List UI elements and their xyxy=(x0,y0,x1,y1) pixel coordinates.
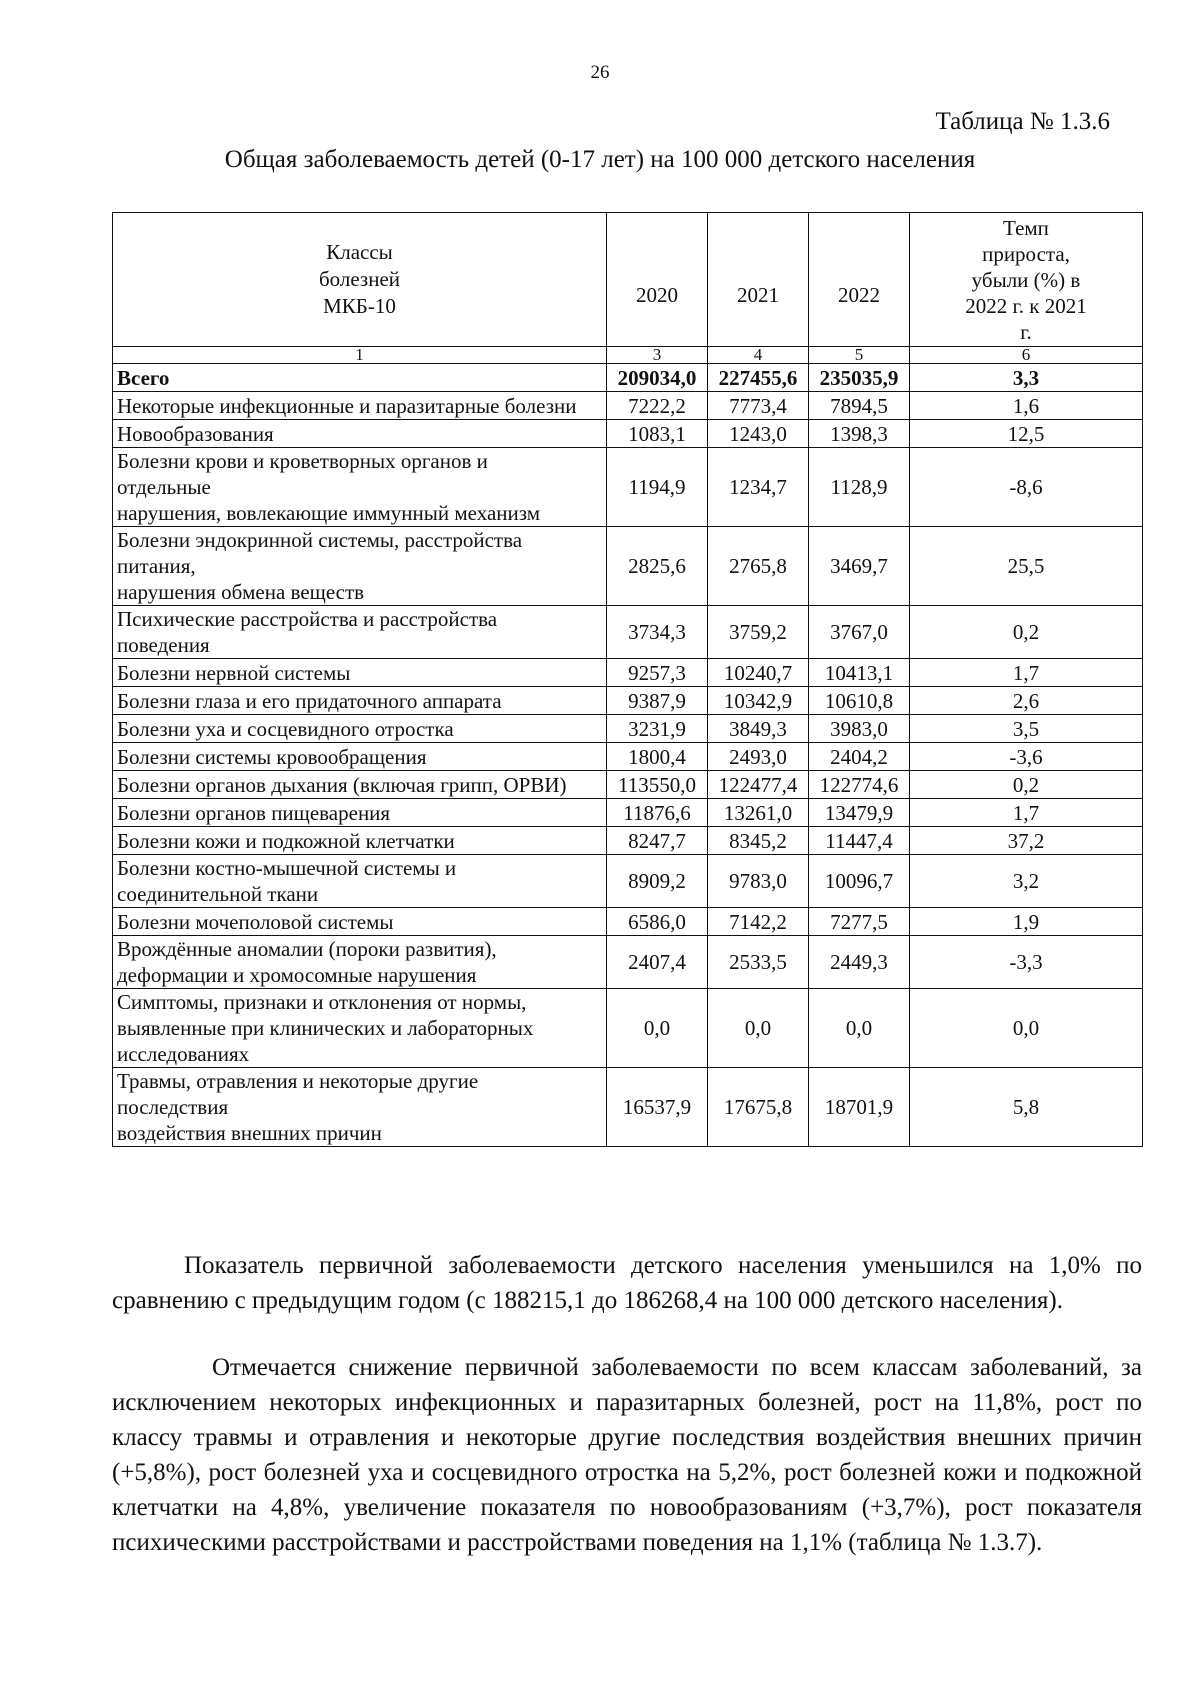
growth-rate: 37,2 xyxy=(910,827,1143,855)
value-2021: 8345,2 xyxy=(708,827,809,855)
value-2020: 3231,9 xyxy=(607,715,708,743)
disease-class-line: Новообразования xyxy=(117,421,274,446)
value-2022: 3983,0 xyxy=(809,715,910,743)
disease-class-name xyxy=(113,392,607,420)
disease-class-line: Всего xyxy=(117,365,170,390)
growth-rate: -3,3 xyxy=(910,936,1143,989)
value-2021: 122477,4 xyxy=(708,771,809,799)
paragraph-decrease-note: Отмечается снижение первичной заболеваемости по всем классам заболеваний, за исключением некоторых инфекционных и паразитарных болезней, рост на 11,8%, рост по классу травмы и отравления и некоторые другие последствия воздействия внешних причин (+5,8%), рост болезней уха и сосцевидного отростка на 5,2%, рост болезней кожи и подкожной клетчатки на 4,8%, увеличение показателя по новообразованиям (+3,7%), рост показателя психическими расстройствами и расстройствами поведения на 1,1% (таблица № 1.3.7). xyxy=(112,1354,1142,1556)
table-row xyxy=(113,799,1143,827)
value-2021: 3759,2 xyxy=(708,606,809,659)
header-line: Темп xyxy=(1003,215,1049,240)
disease-class-line: Некоторые инфекционные и паразитарные болезни xyxy=(117,393,577,418)
value-2021: 2533,5 xyxy=(708,936,809,989)
column-number: 1 xyxy=(113,347,607,364)
value-2020: 1800,4 xyxy=(607,743,708,771)
table-row xyxy=(113,659,1143,687)
value-2020: 0,0 xyxy=(607,989,708,1068)
column-number: 3 xyxy=(607,347,708,364)
value-2020: 1194,9 xyxy=(607,448,708,527)
value-2021: 227455,6 xyxy=(708,364,809,392)
table-row xyxy=(113,687,1143,715)
growth-rate: 3,2 xyxy=(910,855,1143,908)
value-2021: 1243,0 xyxy=(708,420,809,448)
disease-class-name xyxy=(113,687,607,715)
growth-rate: 1,7 xyxy=(910,799,1143,827)
disease-class-line: последствия xyxy=(117,1095,229,1119)
table-row xyxy=(113,392,1143,420)
value-2020: 7222,2 xyxy=(607,392,708,420)
value-2021: 13261,0 xyxy=(708,799,809,827)
value-2021: 7773,4 xyxy=(708,392,809,420)
growth-rate: 1,9 xyxy=(910,908,1143,936)
disease-class-line: Болезни эндокринной системы, расстройства xyxy=(117,528,523,552)
disease-class-line: Врождённые аномалии (пороки развития), xyxy=(117,937,497,961)
header-disease-class xyxy=(113,213,607,347)
growth-rate: 0,2 xyxy=(910,771,1143,799)
value-2020: 3734,3 xyxy=(607,606,708,659)
value-2022: 2449,3 xyxy=(809,936,910,989)
value-2022: 1398,3 xyxy=(809,420,910,448)
header-line: МКБ-10 xyxy=(323,294,396,318)
value-2022: 122774,6 xyxy=(809,771,910,799)
value-2022: 11447,4 xyxy=(809,827,910,855)
disease-class-line: деформации и хромосомные нарушения xyxy=(117,963,477,987)
growth-rate: 5,8 xyxy=(910,1068,1143,1147)
value-2020: 113550,0 xyxy=(607,771,708,799)
value-2020: 8247,7 xyxy=(607,827,708,855)
disease-class-line: отдельные xyxy=(117,475,211,499)
value-2020: 11876,6 xyxy=(607,799,708,827)
value-2021: 10342,9 xyxy=(708,687,809,715)
column-number: 5 xyxy=(809,347,910,364)
disease-class-name xyxy=(113,799,607,827)
paragraph-primary-morbidity: Показатель первичной заболеваемости детского населения уменьшился на 1,0% по сравнению с предыдущим годом (с 188215,1 до 186268,4 на 100 000 детского населения). xyxy=(112,1252,1142,1314)
value-2020: 209034,0 xyxy=(607,364,708,392)
value-2022: 3767,0 xyxy=(809,606,910,659)
disease-class-line: Болезни мочеполовой системы xyxy=(117,909,394,934)
value-2022: 0,0 xyxy=(809,989,910,1068)
column-number-row xyxy=(113,347,1143,364)
disease-class-line: соединительной ткани xyxy=(117,882,319,906)
growth-rate: -8,6 xyxy=(910,448,1143,527)
growth-rate: -3,6 xyxy=(910,743,1143,771)
header-year-2022: 2022 xyxy=(809,213,910,347)
value-2021: 2765,8 xyxy=(708,527,809,606)
disease-class-line: Болезни нервной системы xyxy=(117,660,351,685)
header-growth-rate xyxy=(910,213,1143,347)
disease-class-name xyxy=(113,364,607,392)
header-line: г. xyxy=(1020,319,1032,344)
value-2021: 0,0 xyxy=(708,989,809,1068)
disease-class-line: Болезни системы кровообращения xyxy=(117,744,427,769)
value-2020: 2825,6 xyxy=(607,527,708,606)
disease-class-line: Травмы, отравления и некоторые другие xyxy=(117,1069,479,1093)
growth-rate: 2,6 xyxy=(910,687,1143,715)
growth-rate: 1,6 xyxy=(910,392,1143,420)
table-row xyxy=(113,936,1143,989)
value-2022: 18701,9 xyxy=(809,1068,910,1147)
value-2022: 3469,7 xyxy=(809,527,910,606)
value-2021: 17675,8 xyxy=(708,1068,809,1147)
value-2021: 9783,0 xyxy=(708,855,809,908)
disease-class-line: Болезни крови и кроветворных органов и xyxy=(117,449,488,473)
growth-rate: 1,7 xyxy=(910,659,1143,687)
disease-class-line: Психические расстройства и расстройства xyxy=(117,607,498,631)
value-2020: 8909,2 xyxy=(607,855,708,908)
table-row xyxy=(113,1068,1143,1147)
column-number: 4 xyxy=(708,347,809,364)
value-2021: 7142,2 xyxy=(708,908,809,936)
header-line: убыли (%) в xyxy=(971,267,1081,292)
value-2020: 9257,3 xyxy=(607,659,708,687)
table-row-total xyxy=(113,364,1143,392)
disease-class-line: Болезни кожи и подкожной клетчатки xyxy=(117,828,455,853)
disease-class-line: Болезни органов пищеварения xyxy=(117,800,391,825)
value-2021: 2493,0 xyxy=(708,743,809,771)
growth-rate: 3,3 xyxy=(910,364,1143,392)
table-header-row xyxy=(113,213,1143,347)
disease-class-line: выявленные при клинических и лабораторных xyxy=(117,1016,534,1040)
disease-class-name xyxy=(113,606,607,659)
disease-class-name xyxy=(113,827,607,855)
value-2020: 9387,9 xyxy=(607,687,708,715)
disease-class-line: Болезни органов дыхания (включая грипп, ОРВИ) xyxy=(117,772,567,797)
disease-class-line: Симптомы, признаки и отклонения от нормы, xyxy=(117,990,527,1014)
value-2022: 1128,9 xyxy=(809,448,910,527)
disease-class-name xyxy=(113,715,607,743)
disease-class-line: нарушения, вовлекающие иммунный механизм xyxy=(117,501,541,525)
value-2022: 7277,5 xyxy=(809,908,910,936)
growth-rate: 3,5 xyxy=(910,715,1143,743)
table-label: Таблица № 1.3.6 xyxy=(935,108,1110,135)
disease-class-name xyxy=(113,989,607,1068)
table-row xyxy=(113,855,1143,908)
disease-class-name xyxy=(113,936,607,989)
value-2022: 13479,9 xyxy=(809,799,910,827)
disease-class-name xyxy=(113,771,607,799)
growth-rate: 12,5 xyxy=(910,420,1143,448)
disease-class-line: Болезни уха и сосцевидного отростка xyxy=(117,716,454,741)
disease-class-name xyxy=(113,527,607,606)
disease-class-name xyxy=(113,420,607,448)
table-row xyxy=(113,448,1143,527)
table-row xyxy=(113,420,1143,448)
header-year-2020: 2020 xyxy=(607,213,708,347)
value-2022: 10610,8 xyxy=(809,687,910,715)
header-year-2021: 2021 xyxy=(708,213,809,347)
table-row xyxy=(113,771,1143,799)
value-2022: 7894,5 xyxy=(809,392,910,420)
table-row xyxy=(113,527,1143,606)
value-2020: 1083,1 xyxy=(607,420,708,448)
disease-class-name xyxy=(113,855,607,908)
value-2020: 6586,0 xyxy=(607,908,708,936)
disease-class-name xyxy=(113,743,607,771)
table-title: Общая заболеваемость детей (0-17 лет) на 100 000 детского населения xyxy=(224,146,976,173)
table-row xyxy=(113,715,1143,743)
table-row xyxy=(113,606,1143,659)
value-2020: 2407,4 xyxy=(607,936,708,989)
column-number: 6 xyxy=(910,347,1143,364)
morbidity-table xyxy=(112,212,1143,1147)
value-2022: 10096,7 xyxy=(809,855,910,908)
value-2021: 10240,7 xyxy=(708,659,809,687)
page-number: 26 xyxy=(590,62,610,83)
table-row xyxy=(113,743,1143,771)
header-line: 2022 г. к 2021 xyxy=(965,293,1087,318)
disease-class-line: исследованиях xyxy=(117,1042,250,1066)
header-line: прироста, xyxy=(982,241,1070,266)
value-2022: 235035,9 xyxy=(809,364,910,392)
disease-class-line: Болезни костно-мышечной системы и xyxy=(117,856,457,880)
value-2021: 1234,7 xyxy=(708,448,809,527)
disease-class-name xyxy=(113,448,607,527)
value-2021: 3849,3 xyxy=(708,715,809,743)
table-row xyxy=(113,827,1143,855)
disease-class-line: Болезни глаза и его придаточного аппарата xyxy=(117,688,502,713)
growth-rate: 25,5 xyxy=(910,527,1143,606)
disease-class-line: нарушения обмена веществ xyxy=(117,580,365,604)
growth-rate: 0,2 xyxy=(910,606,1143,659)
disease-class-line: поведения xyxy=(117,633,210,657)
header-line: Классы xyxy=(326,240,393,264)
table-row xyxy=(113,989,1143,1068)
table-row xyxy=(113,908,1143,936)
disease-class-line: воздействия внешних причин xyxy=(117,1121,382,1145)
header-line: болезней xyxy=(318,267,401,291)
value-2022: 10413,1 xyxy=(809,659,910,687)
disease-class-name xyxy=(113,659,607,687)
growth-rate: 0,0 xyxy=(910,989,1143,1068)
disease-class-line: питания, xyxy=(117,554,196,578)
disease-class-name xyxy=(113,908,607,936)
value-2020: 16537,9 xyxy=(607,1068,708,1147)
disease-class-name xyxy=(113,1068,607,1147)
value-2022: 2404,2 xyxy=(809,743,910,771)
